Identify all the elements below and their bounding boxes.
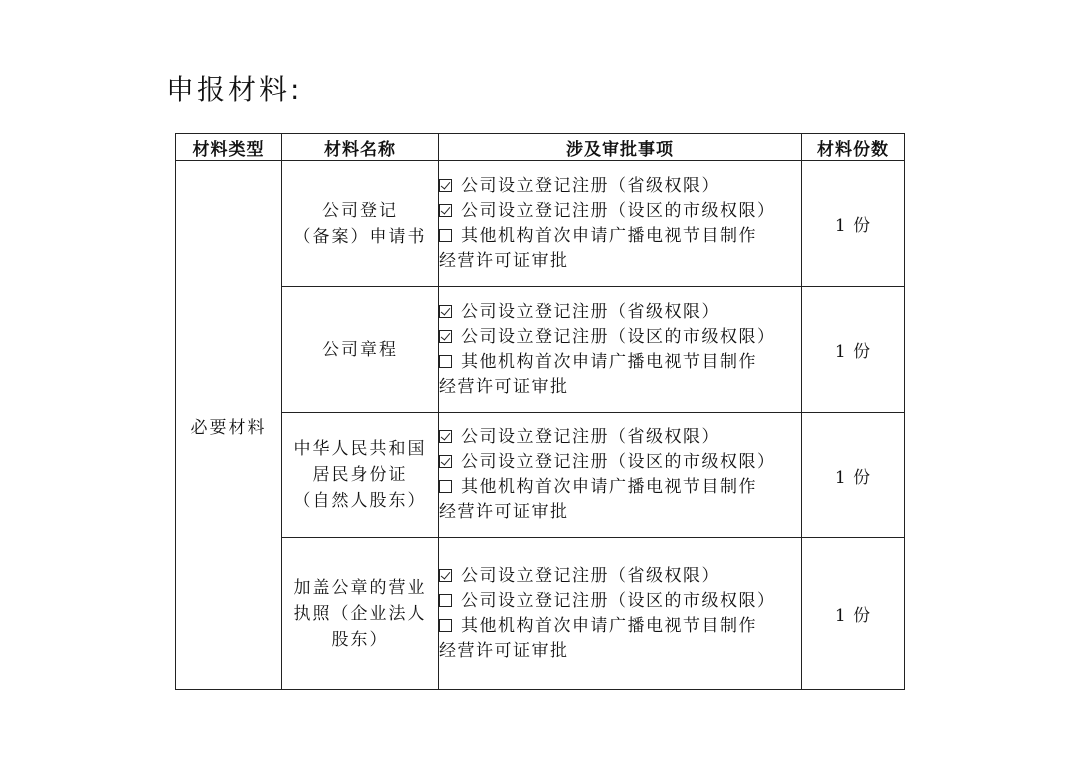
approval-item [439, 350, 801, 375]
approval-item [439, 425, 801, 450]
material-name-cell [282, 161, 439, 287]
approval-item-text: 公司设立登记注册（设区的市级权限） [461, 200, 776, 221]
approval-items-cell [439, 413, 802, 538]
copy-count-cell [802, 161, 905, 287]
copy-count-cell [802, 413, 905, 538]
copy-count: 1 份 [834, 342, 872, 362]
page-title: 申报材料: [166, 73, 303, 106]
material-name-line: 公司登记 [322, 200, 398, 221]
material-type-label: 必要材料 [190, 417, 267, 438]
checkbox-unchecked-icon[interactable] [439, 229, 452, 242]
approval-item [439, 224, 801, 249]
material-name-line: 居民身份证 [312, 465, 408, 485]
table-row [176, 161, 905, 287]
header-approval-items: 涉及审批事项 [439, 134, 802, 161]
checkbox-checked-icon[interactable] [439, 179, 452, 192]
material-type-cell [176, 161, 282, 690]
approval-item [439, 614, 801, 639]
material-name-cell [282, 287, 439, 413]
checkbox-unchecked-icon[interactable] [439, 355, 452, 368]
material-name-cell [282, 538, 439, 690]
material-name-line: 股东） [331, 629, 389, 650]
copy-count-cell [802, 538, 905, 690]
approval-item [439, 199, 801, 224]
material-name-line: 中华人民共和国 [293, 439, 427, 459]
approval-item-text: 公司设立登记注册（设区的市级权限） [461, 326, 776, 347]
approval-item-continuation: 经营许可证审批 [439, 376, 569, 397]
approval-item [439, 589, 801, 614]
approval-item-text: 其他机构首次申请广播电视节目制作 [461, 351, 757, 372]
approval-item-continuation: 经营许可证审批 [439, 250, 569, 271]
header-material-name: 材料名称 [282, 134, 439, 161]
table-header-row [176, 134, 905, 161]
checkbox-checked-icon[interactable] [439, 204, 452, 217]
copy-count: 1 份 [834, 606, 872, 626]
approval-item-text: 其他机构首次申请广播电视节目制作 [461, 225, 757, 246]
header-material-type: 材料类型 [176, 134, 282, 161]
approval-item [439, 174, 801, 199]
checkbox-checked-icon[interactable] [439, 455, 452, 468]
approval-item [439, 450, 801, 475]
approval-item-text: 公司设立登记注册（省级权限） [461, 175, 720, 196]
approval-item-text: 其他机构首次申请广播电视节目制作 [461, 477, 757, 497]
copy-count: 1 份 [834, 216, 872, 236]
approval-item-text: 公司设立登记注册（省级权限） [461, 301, 720, 322]
material-name-line: 加盖公章的营业 [293, 577, 427, 598]
checkbox-checked-icon[interactable] [439, 569, 452, 582]
checkbox-checked-icon[interactable] [439, 430, 452, 443]
checkbox-unchecked-icon[interactable] [439, 480, 452, 493]
checkbox-unchecked-icon[interactable] [439, 619, 452, 632]
approval-item-text: 公司设立登记注册（设区的市级权限） [461, 590, 776, 611]
approval-item [439, 300, 801, 325]
approval-item-text: 其他机构首次申请广播电视节目制作 [461, 615, 757, 636]
approval-items-cell [439, 538, 802, 690]
checkbox-checked-icon[interactable] [439, 305, 452, 318]
approval-item-text: 公司设立登记注册（省级权限） [461, 565, 720, 586]
approval-item-continuation: 经营许可证审批 [439, 640, 569, 661]
material-name-line: 公司章程 [322, 339, 398, 360]
approval-item-text: 公司设立登记注册（省级权限） [461, 427, 720, 447]
approval-item [439, 564, 801, 589]
copy-count: 1 份 [834, 467, 872, 488]
table-row [176, 287, 905, 413]
material-name-line: 执照（企业法人 [293, 603, 427, 624]
material-name-line: （自然人股东） [293, 491, 427, 511]
approval-item-text: 公司设立登记注册（设区的市级权限） [461, 452, 776, 472]
copy-count-cell [802, 287, 905, 413]
material-name-line: （备案）申请书 [293, 226, 427, 247]
material-name-cell [282, 413, 439, 538]
approval-items-cell [439, 161, 802, 287]
header-copy-count: 材料份数 [802, 134, 905, 161]
table-row [176, 413, 905, 538]
table-row [176, 538, 905, 690]
checkbox-unchecked-icon[interactable] [439, 594, 452, 607]
approval-item-continuation: 经营许可证审批 [439, 502, 569, 522]
approval-item [439, 475, 801, 500]
approval-item [439, 325, 801, 350]
materials-table [175, 133, 905, 690]
checkbox-checked-icon[interactable] [439, 330, 452, 343]
approval-items-cell [439, 287, 802, 413]
